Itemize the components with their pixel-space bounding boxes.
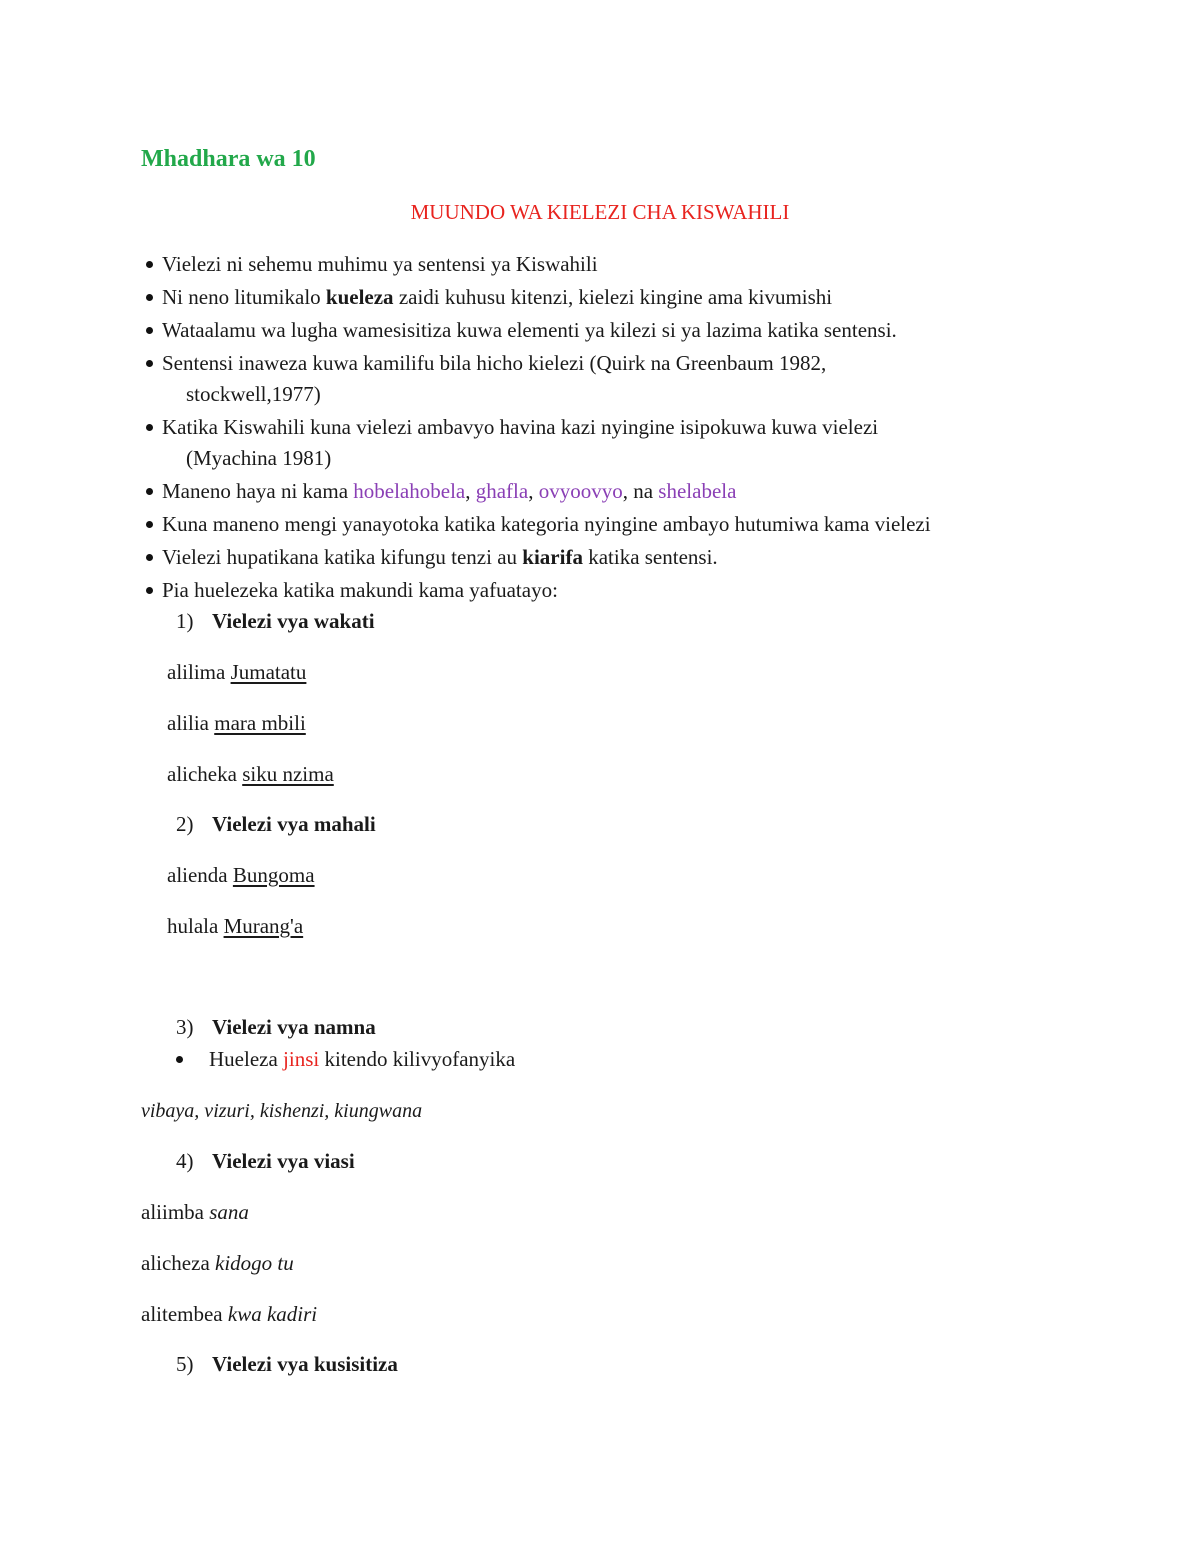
highlighted-word: shelabela: [658, 479, 737, 503]
section-heading: [176, 1148, 355, 1174]
list-item-text: Maneno haya ni kama: [162, 479, 354, 503]
emphasized-word: jinsi: [283, 1047, 320, 1071]
list-item-text: Vielezi hupatikana katika kifungu tenzi au: [162, 545, 523, 569]
section-number: 1): [176, 609, 194, 633]
example-verb: alicheza: [141, 1251, 216, 1275]
list-item: [146, 478, 736, 504]
example-adverb: siku nzima: [242, 762, 334, 786]
example-verb: alicheka: [167, 762, 243, 786]
list-item: [146, 251, 598, 277]
example-line: [141, 1301, 317, 1327]
list-item: [146, 577, 558, 603]
example-line: [167, 659, 306, 685]
section-number: 5): [176, 1352, 194, 1376]
list-item-text: Vielezi ni sehemu muhimu ya sentensi ya Kiswahili: [162, 252, 598, 276]
list-item-text: Kuna maneno mengi yanayotoka katika kategoria nyingine ambayo hutumiwa kama vielezi: [162, 512, 931, 536]
highlighted-word: hobelahobela: [353, 479, 466, 503]
list-item-continuation: (Myachina 1981): [186, 446, 332, 470]
section-number: 2): [176, 812, 194, 836]
bullet-icon: [146, 360, 153, 367]
example-verb: alilima: [167, 660, 231, 684]
example-adverb: Murang'a: [223, 914, 304, 938]
list-item: [176, 1046, 515, 1072]
list-item-continuation: stockwell,1977): [186, 382, 321, 406]
example-line: [167, 710, 306, 736]
section-number: 4): [176, 1149, 194, 1173]
section-title: Vielezi vya namna: [212, 1015, 376, 1039]
example-verb: alitembea: [141, 1302, 228, 1326]
example-verb: hulala: [167, 914, 224, 938]
section-title: Vielezi vya mahali: [212, 812, 376, 836]
bullet-icon: [146, 327, 153, 334]
example-adverb: mara mbili: [214, 711, 306, 735]
list-item: [146, 544, 718, 570]
bullet-icon: [176, 1056, 183, 1063]
example-adverb: Jumatatu: [230, 660, 307, 684]
highlighted-word: ovyoovyo: [538, 479, 623, 503]
section-title: Vielezi vya wakati: [212, 609, 375, 633]
bold-term: kiarifa: [522, 545, 583, 569]
example-verb: aliimba: [141, 1200, 210, 1224]
list-item: [146, 511, 931, 537]
bold-term: kueleza: [325, 285, 394, 309]
section-title: Vielezi vya viasi: [212, 1149, 355, 1173]
example-adverb: sana: [209, 1200, 249, 1224]
list-item-text: Sentensi inaweza kuwa kamilifu bila hicho kielezi (Quirk na Greenbaum 1982,: [162, 351, 827, 375]
section-heading: [176, 1014, 376, 1040]
example-line: [167, 862, 315, 888]
example-adverb: Bungoma: [232, 863, 315, 887]
list-item-text: Hueleza: [209, 1047, 284, 1071]
section-heading: [176, 608, 375, 634]
list-item: [146, 317, 897, 343]
separator: ,: [528, 479, 539, 503]
example-verb: alilia: [167, 711, 215, 735]
list-item-text: katika sentensi.: [582, 545, 718, 569]
list-item-text: Ni neno litumikalo: [162, 285, 326, 309]
lecture-heading: Mhadhara wa 10: [141, 146, 316, 172]
bullet-icon: [146, 261, 153, 268]
list-item-text: Pia huelezeka katika makundi kama yafuatayo:: [162, 578, 558, 602]
section-number: 3): [176, 1015, 194, 1039]
bullet-icon: [146, 424, 153, 431]
bullet-icon: [146, 294, 153, 301]
list-item: [146, 284, 832, 310]
bullet-icon: [146, 521, 153, 528]
list-item-text: kitendo kilivyofanyika: [319, 1047, 516, 1071]
section-title: Vielezi vya kusisitiza: [212, 1352, 398, 1376]
bullet-icon: [146, 554, 153, 561]
list-item-text: Katika Kiswahili kuna vielezi ambavyo havina kazi nyingine isipokuwa kuwa vielezi: [162, 415, 879, 439]
example-adverb: kwa kadiri: [227, 1302, 318, 1326]
list-item-text: Wataalamu wa lugha wamesisitiza kuwa elementi ya kilezi si ya lazima katika sentensi.: [162, 318, 897, 342]
highlighted-word: ghafla: [475, 479, 529, 503]
example-line: [141, 1199, 249, 1225]
bullet-icon: [146, 587, 153, 594]
example-line: [141, 1250, 294, 1276]
section-heading: [176, 811, 376, 837]
list-item: [146, 414, 878, 440]
section-heading: [176, 1351, 398, 1377]
example-adverb: kidogo tu: [215, 1251, 294, 1275]
bullet-icon: [146, 488, 153, 495]
example-line: [167, 761, 334, 787]
example-line: vibaya, vizuri, kishenzi, kiungwana: [141, 1100, 423, 1122]
example-line: [167, 913, 303, 939]
separator: , na: [622, 479, 659, 503]
example-verb: alienda: [167, 863, 233, 887]
separator: ,: [465, 479, 476, 503]
document-title: MUUNDO WA KIELEZI CHA KISWAHILI: [410, 200, 790, 224]
list-item: [146, 350, 826, 376]
list-item-text: zaidi kuhusu kitenzi, kielezi kingine ama kivumishi: [393, 285, 833, 309]
